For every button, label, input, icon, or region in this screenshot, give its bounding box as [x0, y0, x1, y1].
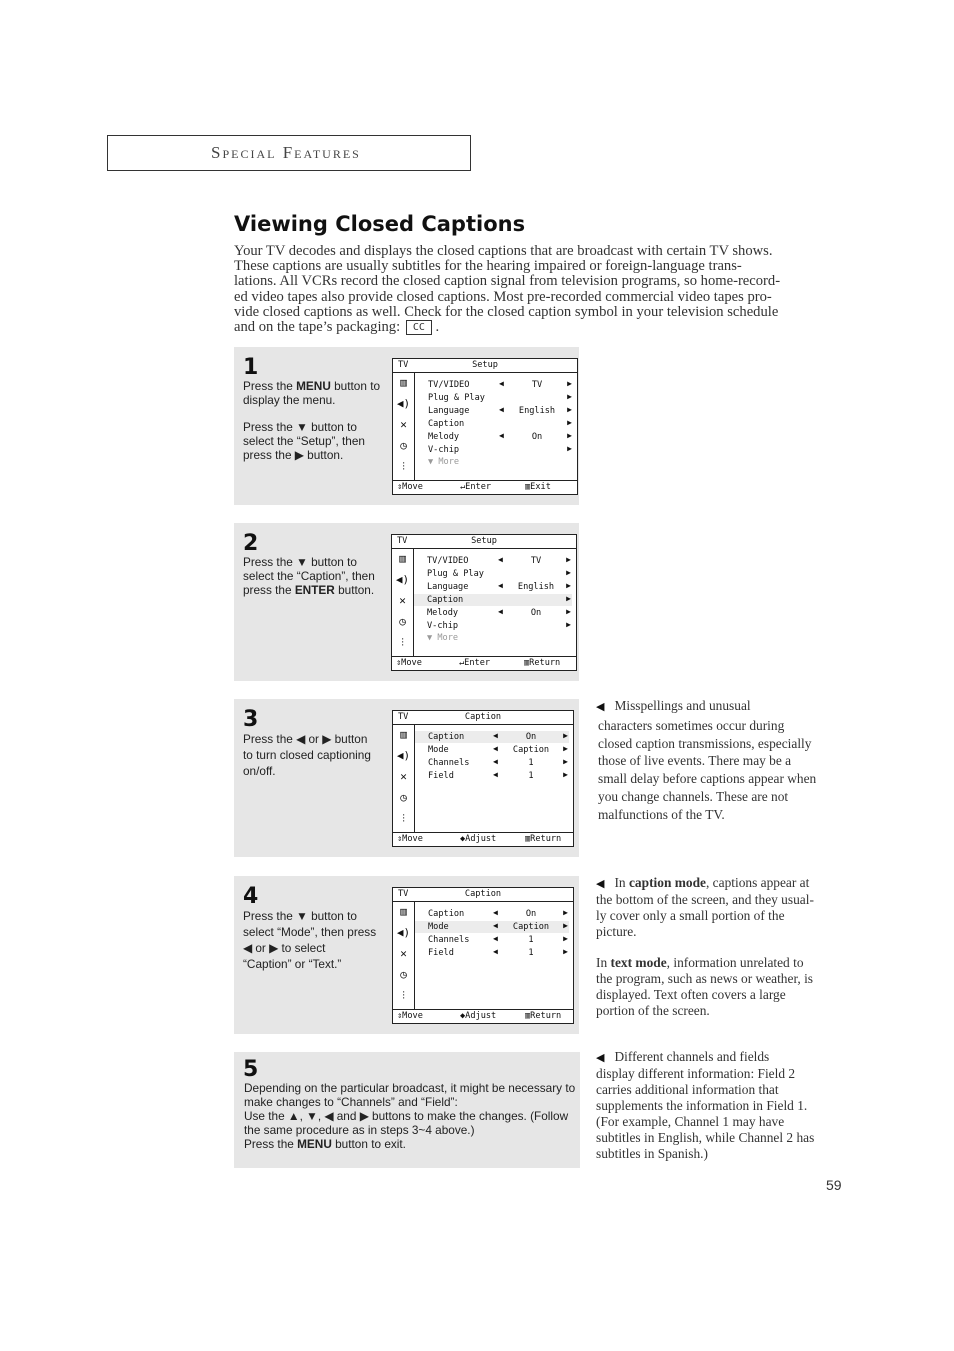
note-line: ly cover only a small portion of the — [596, 908, 785, 923]
intro-paragraph — [234, 244, 834, 335]
note-line: portion of the screen. — [596, 1003, 710, 1018]
right-arrow-icon: ▶ — [567, 391, 572, 401]
note-line: small delay before captions appear when — [598, 771, 817, 787]
setup-icon: ⫶ — [402, 812, 405, 825]
osd-footer — [393, 832, 573, 846]
osd-item-label: Field — [428, 770, 454, 781]
right-arrow-icon: ▶ — [563, 920, 568, 930]
intro-line: These captions are usually subtitles for the hearing impaired or foreign-language trans- — [234, 258, 742, 275]
left-arrow-icon: ◀ — [498, 580, 503, 590]
instruction-paragraph: Press the ▼ button to select the “Setup”, then press the ▶ button. — [243, 420, 365, 462]
osd-menu-item[interactable] — [415, 431, 573, 443]
osd-menu-item[interactable] — [415, 757, 569, 769]
step-number: 3 — [243, 707, 259, 732]
osd-footer — [393, 480, 577, 494]
osd-header — [392, 535, 576, 549]
left-arrow-icon: ◀ — [493, 731, 498, 740]
note-line: the bottom of the screen, and they usual- — [596, 892, 814, 907]
right-arrow-icon: ▶ — [563, 731, 568, 740]
osd-menu-item[interactable] — [415, 947, 569, 959]
osd-title: Caption — [464, 889, 502, 899]
setup-icon: ⫶ — [402, 989, 405, 1002]
note-line: ◀ Different channels and fields — [596, 1049, 770, 1064]
note-misspellings — [596, 697, 846, 824]
osd-sidebar — [393, 901, 415, 1010]
pointer-arrow-icon: ◀ — [596, 701, 605, 713]
exit-return-hint: ▥Return — [525, 1011, 562, 1021]
exit-return-hint: ▥Return — [525, 834, 562, 844]
step-instructions — [243, 379, 385, 462]
note-line: supplements the information in Field 1. — [596, 1098, 808, 1113]
osd-menu-setup — [392, 358, 578, 495]
exit-return-hint: ▥Exit — [525, 482, 551, 492]
osd-item-value: TV — [531, 380, 543, 390]
step-number: 2 — [243, 531, 259, 556]
right-arrow-icon: ▶ — [566, 580, 571, 590]
note-caption-text-mode — [596, 875, 846, 1019]
pointer-arrow-icon: ◀ — [596, 1052, 605, 1064]
osd-item-value: 1 — [528, 934, 534, 945]
osd-item-label: TV/VIDEO — [428, 380, 470, 390]
note-line: subtitles in English, while Channel 2 has — [596, 1130, 815, 1145]
picture-icon: ▥ — [400, 905, 407, 918]
note-line: closed caption transmissions, especially — [598, 735, 812, 751]
osd-menu-item[interactable] — [414, 555, 572, 567]
note-line: those of live events. There may be a — [598, 753, 792, 769]
osd-menu-item[interactable] — [414, 632, 572, 644]
osd-item-label: Melody — [428, 431, 460, 442]
enter-adjust-hint: ◆Adjust — [460, 1011, 497, 1021]
left-arrow-icon: ◀ — [499, 430, 504, 440]
right-arrow-icon: ▶ — [566, 593, 571, 603]
right-arrow-icon: ▶ — [563, 908, 568, 917]
intro-line: lations. All VCRs record the closed caption signal from television programs, so home-record- — [234, 273, 781, 290]
left-arrow-icon: ◀ — [498, 606, 503, 616]
note-line: displayed. Text often covers a large — [596, 987, 786, 1002]
osd-menu-item[interactable] — [415, 744, 569, 756]
right-arrow-icon: ▶ — [566, 606, 571, 616]
instruction-paragraph: Press the ▼ button to select the “Caption”, then press the ENTER button. — [243, 555, 375, 597]
osd-header — [393, 359, 577, 373]
left-arrow-icon: ◀ — [493, 908, 498, 917]
step-instructions — [243, 908, 385, 972]
osd-sidebar — [393, 372, 415, 481]
osd-tv-label: TV — [398, 360, 409, 370]
osd-item-value: On — [530, 607, 542, 618]
osd-item-label: ▼ More — [427, 633, 459, 644]
note-line: characters sometimes occur during — [598, 717, 785, 733]
osd-menu-item[interactable] — [415, 731, 569, 743]
osd-item-value: English — [518, 405, 556, 416]
osd-menu-caption — [392, 710, 574, 847]
instruction-line: Depending on the particular broadcast, it might be necessary to — [244, 1081, 576, 1095]
left-arrow-icon: ◀ — [493, 920, 498, 930]
osd-header — [393, 888, 573, 902]
note-line: you change channels. These are not — [598, 788, 789, 804]
right-arrow-icon: ▶ — [567, 379, 572, 388]
step-number: 1 — [243, 355, 259, 380]
move-hint: ⇕Move — [397, 1011, 423, 1021]
setup-icon: ⫶ — [402, 460, 405, 473]
right-arrow-icon: ▶ — [566, 555, 571, 564]
left-arrow-icon: ◀ — [493, 946, 498, 956]
right-arrow-icon: ▶ — [567, 443, 572, 453]
osd-menu-item[interactable] — [414, 581, 572, 593]
instruction-line: Press the MENU button to exit. — [244, 1137, 406, 1151]
osd-menu-item[interactable] — [414, 620, 572, 632]
section-title: Special Features — [211, 143, 361, 162]
osd-footer — [392, 656, 576, 670]
osd-item-label: Caption — [428, 909, 465, 919]
osd-item-value: English — [517, 581, 555, 592]
osd-menu-item[interactable] — [414, 568, 572, 580]
left-arrow-icon: ◀ — [493, 756, 498, 766]
osd-item-label: Caption — [428, 418, 465, 429]
osd-menu-item[interactable] — [415, 418, 573, 430]
note-line: display different information: Field 2 — [596, 1066, 796, 1081]
sound-icon: ◀) — [396, 926, 411, 939]
picture-icon: ▥ — [400, 376, 407, 389]
step-number: 5 — [243, 1057, 259, 1082]
setup-icon: ⫶ — [401, 636, 404, 649]
osd-menu-item[interactable] — [414, 594, 572, 606]
sound-icon: ◀) — [396, 749, 411, 762]
section-header — [107, 135, 471, 171]
step-instructions — [243, 555, 385, 597]
osd-sidebar — [393, 724, 415, 833]
note-line: subtitles in Spanish.) — [596, 1146, 708, 1161]
page-title: Viewing Closed Captions — [234, 212, 526, 236]
instruction-line: the same procedure as in steps 3~4 above.) — [244, 1123, 475, 1137]
intro-line: and on the tape’s packaging: CC . — [234, 319, 440, 336]
instruction-line: Use the ▲, ▼, ◀ and ▶ buttons to make the changes. (Follow — [244, 1109, 569, 1123]
osd-item-value: 1 — [528, 770, 534, 781]
osd-item-value: TV — [530, 556, 542, 566]
osd-menu-item[interactable] — [415, 405, 573, 417]
note-line: carries additional information that — [596, 1082, 779, 1097]
right-arrow-icon: ▶ — [567, 430, 572, 440]
note-line: In text mode, information unrelated to — [596, 955, 804, 970]
right-arrow-icon: ▶ — [566, 619, 571, 629]
note-line: picture. — [596, 924, 637, 939]
osd-header — [393, 711, 573, 725]
osd-title: Caption — [464, 712, 502, 722]
left-arrow-icon: ◀ — [493, 743, 498, 753]
move-hint: ⇕Move — [397, 834, 423, 844]
step-instructions — [243, 731, 385, 779]
move-hint: ⇕Move — [397, 482, 423, 492]
osd-menu-setup — [391, 534, 577, 671]
right-arrow-icon: ▶ — [563, 933, 568, 943]
note-paragraph — [596, 875, 846, 940]
osd-footer — [393, 1009, 573, 1023]
osd-item-label: Mode — [428, 921, 449, 932]
left-arrow-icon: ◀ — [493, 769, 498, 779]
osd-item-label: Field — [428, 947, 454, 958]
osd-item-label: Plug & Play — [428, 392, 485, 403]
instruction-paragraph: Press the ▼ button to select “Mode”, then press ◀ or ▶ to select “Caption” or “Text.” — [243, 909, 377, 971]
osd-tv-label: TV — [397, 536, 408, 546]
osd-item-value: On — [531, 431, 543, 442]
picture-icon: ▥ — [399, 552, 406, 565]
sound-icon: ◀) — [396, 397, 411, 410]
osd-item-label: Caption — [428, 732, 465, 742]
osd-title: Setup — [471, 536, 497, 546]
osd-item-value: On — [525, 909, 537, 919]
channel-icon: ✕ — [400, 947, 407, 960]
osd-item-label: V-chip — [428, 444, 460, 455]
osd-item-label: Melody — [427, 607, 459, 618]
osd-item-label: ▼ More — [428, 457, 460, 468]
right-arrow-icon: ▶ — [567, 417, 572, 427]
note-line: ◀ Misspellings and unusual — [596, 698, 751, 713]
note-channels-fields — [596, 1049, 846, 1162]
channel-icon: ✕ — [399, 594, 406, 607]
left-arrow-icon: ◀ — [499, 404, 504, 414]
osd-menu-item[interactable] — [415, 379, 573, 391]
enter-adjust-hint: ↵Enter — [460, 482, 492, 492]
osd-tv-label: TV — [398, 889, 409, 899]
osd-item-label: V-chip — [427, 620, 459, 631]
clock-icon: ◷ — [400, 791, 407, 804]
enter-adjust-hint: ↵Enter — [459, 658, 491, 668]
left-arrow-icon: ◀ — [499, 379, 504, 388]
channel-icon: ✕ — [400, 418, 407, 431]
intro-line: Your TV decodes and displays the closed captions that are broadcast with certain TV shows. — [234, 243, 773, 259]
osd-tv-label: TV — [398, 712, 409, 722]
osd-menu-item[interactable] — [415, 908, 569, 920]
osd-title: Setup — [472, 360, 498, 370]
osd-item-label: Plug & Play — [427, 568, 484, 579]
step-number: 4 — [243, 884, 259, 909]
osd-item-value: On — [525, 732, 537, 742]
osd-menu-item[interactable] — [414, 607, 572, 619]
osd-item-label: Language — [427, 581, 469, 592]
osd-sidebar — [392, 548, 414, 657]
intro-line: vide closed captions as well. Check for the closed caption symbol in your television schedule — [234, 303, 779, 320]
channel-icon: ✕ — [400, 770, 407, 783]
osd-item-value: 1 — [528, 947, 534, 958]
intro-line: ed video tapes also provide closed captions. Most pre-recorded commercial video tapes pro- — [234, 288, 772, 305]
left-arrow-icon: ◀ — [498, 555, 503, 564]
osd-item-label: Language — [428, 405, 470, 416]
note-paragraph — [596, 955, 846, 1019]
osd-item-label: Mode — [428, 744, 449, 755]
osd-item-label: TV/VIDEO — [427, 556, 469, 566]
right-arrow-icon: ▶ — [563, 769, 568, 779]
pointer-arrow-icon: ◀ — [596, 878, 605, 890]
note-line: malfunctions of the TV. — [598, 806, 725, 822]
note-line: (For example, Channel 1 may have — [596, 1114, 785, 1129]
left-arrow-icon: ◀ — [493, 933, 498, 943]
osd-item-value: 1 — [528, 757, 534, 768]
right-arrow-icon: ▶ — [563, 743, 568, 753]
page-number: 59 — [826, 1177, 842, 1193]
right-arrow-icon: ▶ — [567, 404, 572, 414]
picture-icon: ▥ — [400, 728, 407, 741]
osd-item-label: Caption — [427, 594, 464, 605]
osd-menu-item[interactable] — [415, 770, 569, 782]
right-arrow-icon: ▶ — [566, 567, 571, 577]
right-arrow-icon: ▶ — [563, 946, 568, 956]
enter-adjust-hint: ◆Adjust — [460, 834, 497, 844]
sound-icon: ◀) — [395, 573, 410, 586]
osd-menu-item[interactable] — [415, 934, 569, 946]
instruction-paragraph: Press the ◀ or ▶ button to turn closed captioning on/off. — [243, 732, 371, 778]
move-hint: ⇕Move — [396, 658, 422, 668]
osd-menu-item[interactable] — [415, 392, 573, 404]
osd-menu-item[interactable] — [415, 921, 569, 933]
osd-item-value: Caption — [512, 744, 550, 755]
exit-return-hint: ▥Return — [524, 658, 561, 668]
note-line: ◀ In caption mode, captions appear at — [596, 875, 810, 890]
osd-item-value: Caption — [512, 921, 550, 932]
clock-icon: ◷ — [399, 615, 406, 628]
instruction-line: make changes to “Channels” and “Field”: — [244, 1095, 458, 1109]
osd-menu-caption — [392, 887, 574, 1024]
osd-item-label: Channels — [428, 934, 470, 945]
instruction-paragraph: Press the MENU button to display the menu. — [243, 379, 381, 407]
right-arrow-icon: ▶ — [563, 756, 568, 766]
osd-item-label: Channels — [428, 757, 470, 768]
osd-menu-item[interactable] — [415, 456, 573, 468]
clock-icon: ◷ — [400, 968, 407, 981]
step-5-instructions — [244, 1081, 576, 1151]
clock-icon: ◷ — [400, 439, 407, 452]
cc-symbol-icon: CC — [406, 320, 432, 335]
osd-menu-item[interactable] — [415, 444, 573, 456]
note-line: the program, such as news or weather, is — [596, 971, 813, 986]
